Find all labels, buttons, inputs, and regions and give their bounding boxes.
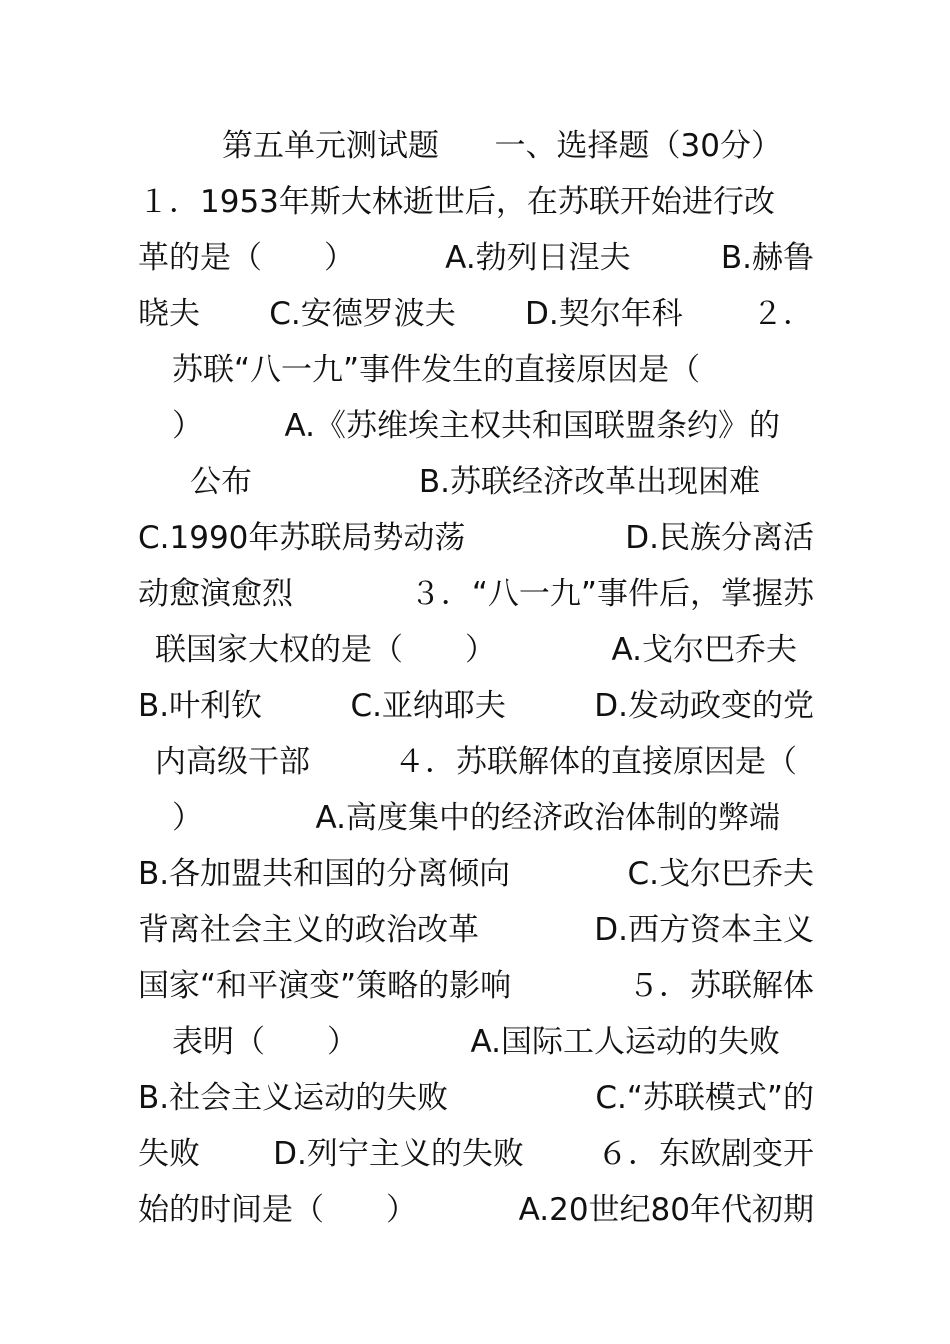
- option-b: B.赫鲁: [720, 240, 814, 276]
- question-line: [172, 398, 780, 454]
- question-line: [138, 1070, 814, 1126]
- question-line: [138, 846, 814, 902]
- option-b: B.苏联经济改革出现困难: [418, 464, 760, 500]
- question-line: [138, 174, 814, 230]
- option-d-cont: 国家“和平演变”策略的影响: [138, 968, 512, 1004]
- option-d: D.发动政变的党: [594, 688, 814, 724]
- question-6-text: 始的时间是（ ）: [138, 1192, 417, 1228]
- question-5-text: ５．苏联解体: [628, 968, 814, 1004]
- option-a: A.勃列日涅夫: [445, 240, 631, 276]
- question-line: [138, 1182, 814, 1238]
- unit-test-title: 第五单元测试题: [222, 128, 439, 164]
- question-6-text: ６．东欧剧变开: [596, 1136, 814, 1172]
- option-b-cont: 晓夫: [138, 296, 200, 332]
- option-c: C.亚纳耶夫: [350, 688, 506, 724]
- option-c: C.戈尔巴乔夫: [627, 856, 814, 892]
- question-line: [172, 342, 780, 398]
- section-title: [222, 118, 782, 174]
- option-b: B.社会主义运动的失败: [138, 1080, 449, 1116]
- option-d: D.西方资本主义: [594, 912, 814, 948]
- question-line: [138, 958, 814, 1014]
- option-c-cont: 背离社会主义的政治改革: [138, 912, 479, 948]
- question-line: [155, 622, 797, 678]
- option-d-cont: 内高级干部: [155, 744, 310, 780]
- option-d: D.契尔年科: [525, 296, 683, 332]
- option-c: C.安德罗波夫: [269, 296, 456, 332]
- option-a: A.戈尔巴乔夫: [611, 632, 797, 668]
- question-line: [138, 902, 814, 958]
- option-a: A.20世纪80年代初期: [518, 1192, 814, 1228]
- option-c-cont: 失败: [138, 1136, 200, 1172]
- question-2-paren: ）: [172, 408, 203, 444]
- question-4-text: ４．苏联解体的直接原因是（: [394, 744, 797, 780]
- question-line: [172, 790, 780, 846]
- option-b: B.各加盟共和国的分离倾向: [138, 856, 511, 892]
- option-a-cont: 公布: [190, 464, 252, 500]
- question-1-text: １．1953年斯大林逝世后，在苏联开始进行改: [138, 184, 775, 220]
- question-line: [138, 230, 814, 286]
- option-a: A.高度集中的经济政治体制的弊端: [315, 800, 780, 836]
- option-a: A.国际工人运动的失败: [470, 1024, 780, 1060]
- option-c: C.“苏联模式”的: [595, 1080, 814, 1116]
- question-line: [138, 510, 814, 566]
- option-c: C.1990年苏联局势动荡: [138, 520, 466, 556]
- question-5-text: 表明（ ）: [172, 1024, 358, 1060]
- section-heading: 一、选择题（30分）: [494, 128, 782, 164]
- question-line: [190, 454, 760, 510]
- question-line: [138, 286, 814, 342]
- question-3-text: ３．“八一九”事件后，掌握苏: [409, 576, 814, 612]
- question-line: [172, 1014, 780, 1070]
- option-d: D.民族分离活: [625, 520, 814, 556]
- question-2-text: 苏联“八一九”事件发生的直接原因是（: [172, 352, 701, 388]
- option-d-cont: 动愈演愈烈: [138, 576, 293, 612]
- question-line: [155, 734, 797, 790]
- question-4-paren: ）: [172, 800, 203, 836]
- question-line: [138, 566, 814, 622]
- option-d: D.列宁主义的失败: [273, 1136, 524, 1172]
- option-b: B.叶利钦: [138, 688, 263, 724]
- option-a: A.《苏维埃主权共和国联盟条约》的: [284, 408, 780, 444]
- question-2-number: ２．: [751, 296, 814, 332]
- question-1-text: 革的是（ ）: [138, 240, 355, 276]
- question-3-text: 联国家大权的是（ ）: [155, 632, 496, 668]
- question-line: [138, 678, 814, 734]
- question-line: [138, 1126, 814, 1182]
